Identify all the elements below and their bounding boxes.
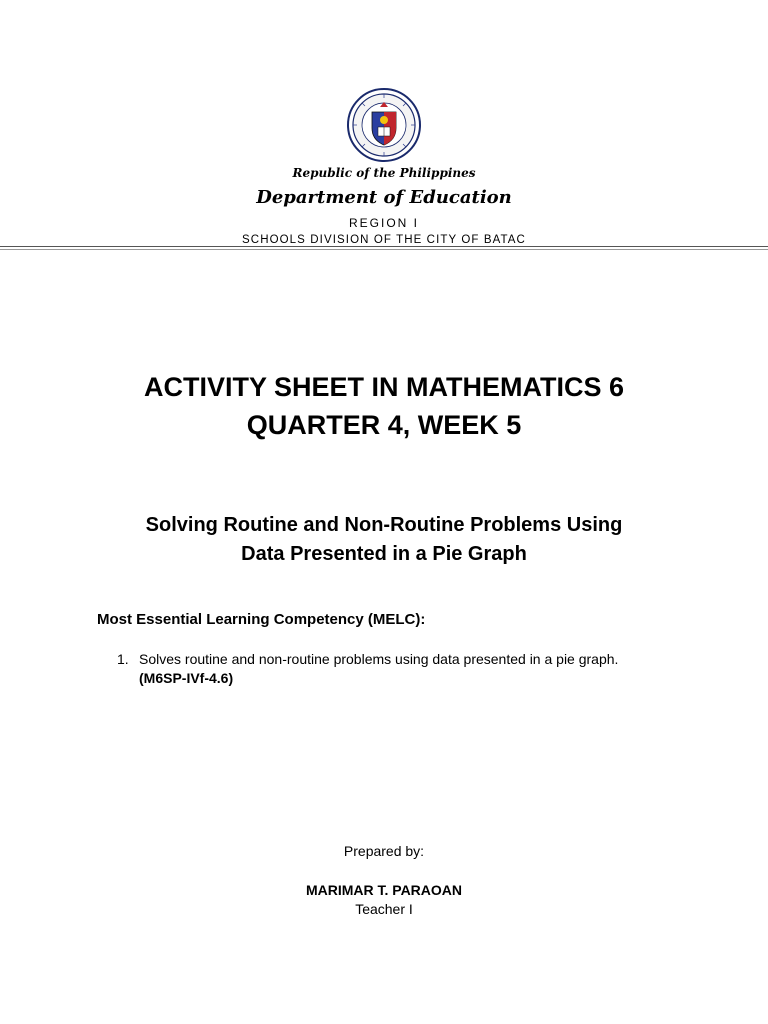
list-item-text: Solves routine and non-routine problems using data presented in a pie graph. xyxy=(139,651,619,667)
republic-heading: Republic of the Philippines xyxy=(292,166,476,180)
melc-code: (M6SP-IVf-4.6) xyxy=(139,670,234,686)
subtitle-line-2: Data Presented in a Pie Graph xyxy=(241,543,527,565)
melc-heading: Most Essential Learning Competency (MELC): xyxy=(97,611,426,628)
title-line-2: QUARTER 4, WEEK 5 xyxy=(246,410,522,440)
department-heading: Department of Education xyxy=(256,187,512,208)
prepared-by-label: Prepared by: xyxy=(343,843,425,859)
header-divider xyxy=(0,246,768,250)
lesson-subtitle xyxy=(0,511,768,569)
division-label: SCHOOLS DIVISION OF THE CITY OF BATAC xyxy=(242,234,526,246)
deped-seal-icon xyxy=(347,88,421,162)
document-title xyxy=(0,368,768,444)
subtitle-line-1: Solving Routine and Non-Routine Problems Using xyxy=(145,514,623,536)
title-line-1: ACTIVITY SHEET IN MATHEMATICS 6 xyxy=(143,372,625,402)
list-item-number: 1. xyxy=(117,651,129,667)
teacher-name: MARIMAR T. PARAOAN xyxy=(305,882,463,898)
region-label: REGION I xyxy=(348,216,419,230)
teacher-position: Teacher I xyxy=(355,901,413,917)
